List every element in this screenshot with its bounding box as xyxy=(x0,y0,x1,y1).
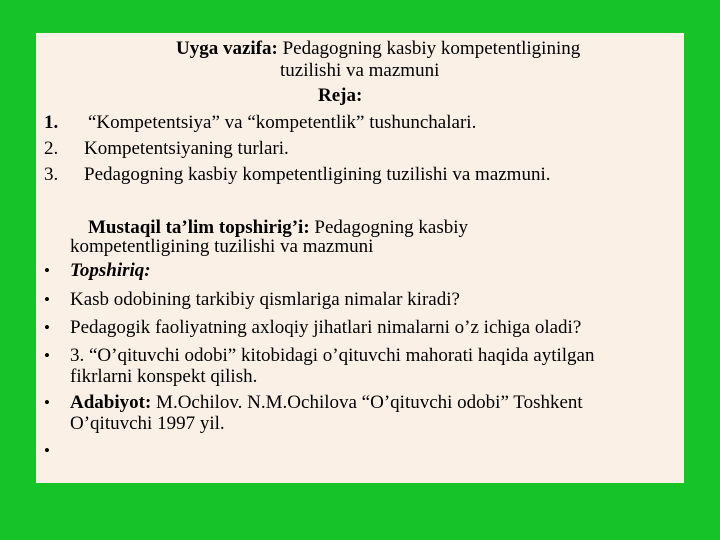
plan-item-2: Kompetentsiyaning turlari. xyxy=(84,138,289,159)
independent-study-label: Mustaqil ta’lim topshirig’i: xyxy=(88,217,310,238)
bullet-symbol: • xyxy=(44,346,50,365)
homework-label: Uyga vazifa: xyxy=(176,38,278,59)
bullet-item-3: 3. “O’qituvchi odobi” kitobidagi o’qituvchi mahorati haqida aytilgan xyxy=(70,345,595,366)
independent-study-text-cont: kompetentligining tuzilishi va mazmuni xyxy=(70,236,374,257)
task-label: Topshiriq: xyxy=(70,260,151,281)
homework-text: Pedagogning kasbiy kompetentligining xyxy=(277,38,581,59)
literature-label: Adabiyot: xyxy=(70,392,152,413)
bullet-symbol: • xyxy=(44,290,50,309)
plan-number-3: 3. xyxy=(44,164,59,185)
slide-content xyxy=(36,33,684,483)
homework-text-cont: tuzilishi va mazmuni xyxy=(280,60,440,81)
plan-title: Reja: xyxy=(318,85,363,106)
bullet-symbol: • xyxy=(44,441,50,460)
independent-study-text: Pedagogning kasbiy xyxy=(309,217,468,238)
bullet-symbol: • xyxy=(44,393,50,412)
plan-item-1: “Kompetentsiya” va “kompetentlik” tushunchalari. xyxy=(88,112,477,133)
literature-line xyxy=(70,391,583,414)
bullet-item-1: Kasb odobining tarkibiy qismlariga nimalar kiradi? xyxy=(70,289,460,310)
plan-number-2: 2. xyxy=(44,138,59,159)
bullet-symbol: • xyxy=(44,318,50,337)
bullet-item-3-cont: fikrlarni konspekt qilish. xyxy=(70,366,258,387)
bullet-item-2: Pedagogik faoliyatning axloqiy jihatlari nimalarni o’z ichiga oladi? xyxy=(70,317,582,338)
literature-text: M.Ochilov. N.M.Ochilova “O’qituvchi odobi” Toshkent xyxy=(151,392,583,413)
bullet-symbol: • xyxy=(44,261,50,280)
plan-item-3: Pedagogning kasbiy kompetentligining tuzilishi va mazmuni. xyxy=(84,164,551,185)
homework-line xyxy=(176,37,580,60)
literature-text-cont: O’qituvchi 1997 yil. xyxy=(70,413,225,434)
plan-number-1: 1. xyxy=(44,112,59,133)
